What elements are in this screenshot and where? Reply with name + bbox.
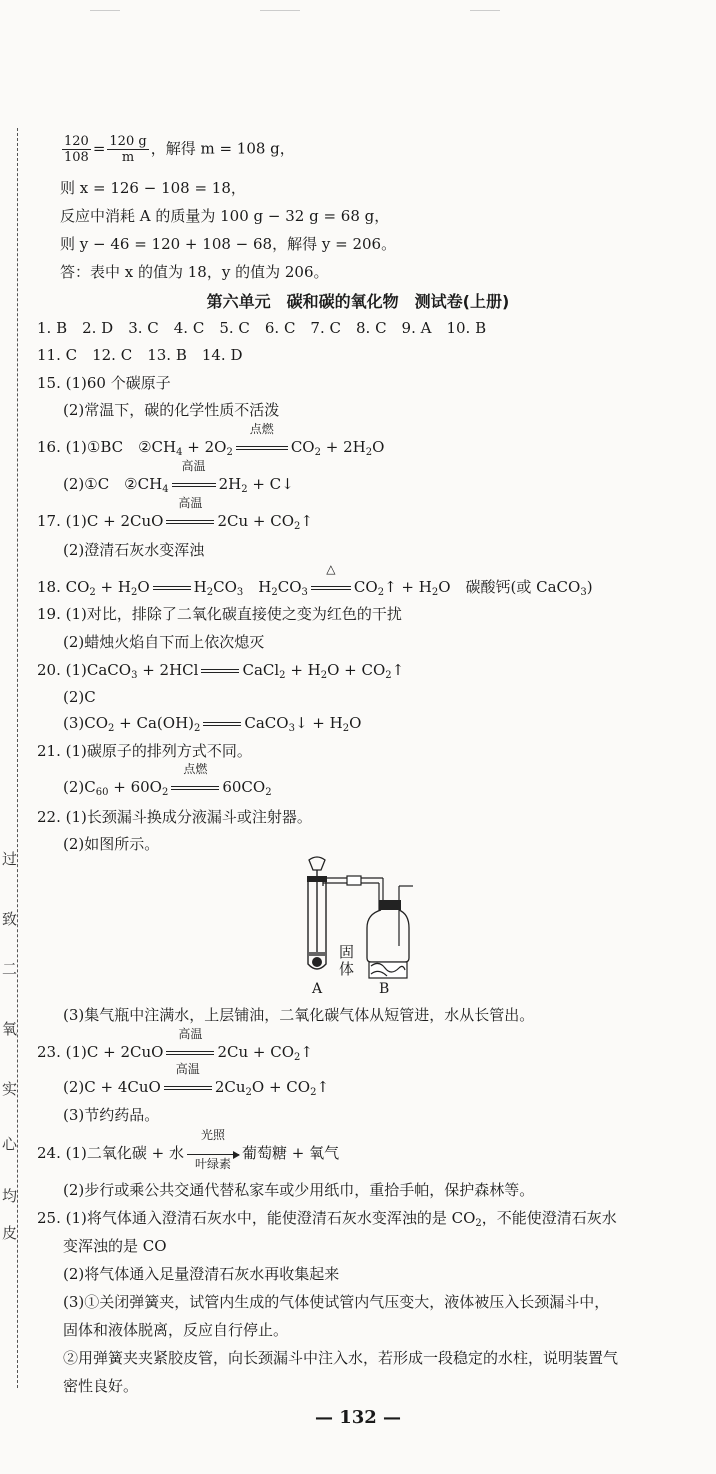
answer-line: (3)集气瓶中注满水，上层铺油，二氧化碳气体从短管进，水从长管出。 [63, 1006, 535, 1024]
reaction-arrow [201, 660, 239, 680]
reaction-arrow [203, 713, 241, 733]
answer-line: ②用弹簧夹夹紧胶皮管，向长颈漏斗中注入水，若形成一段稳定的水柱，说明装置气 [63, 1349, 619, 1367]
figure-label-a: A [312, 981, 323, 997]
reaction-arrow: 光照 叶绿素 [187, 1143, 239, 1163]
figure-label-solid: 固体 [339, 943, 355, 978]
top-marks [90, 10, 610, 14]
reaction-arrow: 高温 [166, 1042, 214, 1062]
solution-line: 则 y − 46 = 120 + 108 − 68，解得 y = 206。 [60, 235, 397, 253]
answer-line: 1. B 2. D 3. C 4. C 5. C 6. C 7. C 8. C 9. A 10. B [37, 319, 487, 337]
margin-char: 实 [2, 1080, 18, 1098]
answer-line: (2)如图所示。 [63, 835, 160, 853]
margin-char: 氧 [2, 1020, 18, 1038]
answer-line: 密性良好。 [63, 1377, 139, 1395]
margin-char: 均 [2, 1187, 18, 1205]
reaction-arrow: 高温 [166, 511, 214, 531]
margin-char: 二 [2, 960, 18, 978]
answer-line: (3)节约药品。 [63, 1106, 160, 1124]
solution-line: 答：表中 x 的值为 18，y 的值为 206。 [60, 263, 329, 281]
answer-line: 21. (1)碳原子的排列方式不同。 [37, 742, 252, 760]
answer-line: 变浑浊的是 CO [63, 1237, 167, 1255]
equation-line: 24. (1)二氧化碳 + 水 光照 叶绿素 葡萄糖 + 氧气 [37, 1128, 340, 1171]
fraction-equation: $\frac{120}{108}$ = $\frac{120 g}{m}$ ，解得 m = 108 g， [64, 134, 295, 165]
answer-line: 22. (1)长颈漏斗换成分液漏斗或注射器。 [37, 808, 312, 826]
equation-line: (2)①C $②CH_4$ 高温 $2H_2$ + C↓ [63, 459, 294, 495]
equation-line: 20. (1)CaCO$_3$ + 2HCl CaCl$_2$ + $H_2O$ + $CO_2↑$ [37, 661, 405, 681]
answer-line: 19. (1)对比，排除了二氧化碳直接使之变为红色的干扰 [37, 605, 402, 623]
answer-line: (2)步行或乘公共交通代替私家车或少用纸巾，重拾手帕，保护森林等。 [63, 1181, 535, 1199]
answer-line: (2)常温下，碳的化学性质不活泼 [63, 401, 280, 419]
page-number: — 132 — [314, 1407, 402, 1428]
equation-line: 17. (1)C + 2CuO 高温 $2Cu + CO_2↑$ [37, 496, 313, 532]
answer-line: (2)C [63, 688, 96, 706]
apparatus-figure [295, 856, 415, 991]
reaction-arrow: 点燃 [236, 437, 288, 457]
reaction-arrow: 高温 [172, 474, 216, 494]
reaction-arrow [153, 577, 191, 597]
solution-line: 则 x = 126 − 108 = 18， [60, 179, 246, 197]
margin-char: 致 [2, 910, 18, 928]
reaction-arrow: 点燃 [171, 777, 219, 797]
margin-char: 心 [2, 1135, 18, 1153]
answer-line: 固体和液体脱离，反应自行停止。 [63, 1321, 289, 1339]
binding-dotted-line [17, 128, 18, 1388]
reaction-arrow: 高温 [164, 1077, 212, 1097]
answer-line: (3)①关闭弹簧夹，试管内生成的气体使试管内气压变大，液体被压入长颈漏斗中， [63, 1293, 610, 1311]
equation-line: 18. $CO_2 + H_2O$ $H_2CO_3$ $H_2CO_3$ △ $CO_2↑ + H_2O$ 碳酸钙(或 CaCO$_3$) [37, 562, 593, 598]
answer-line: (2)蜡烛火焰自下而上依次熄灭 [63, 633, 265, 651]
equation-line: 16. (1)①BC $②CH_4 + 2O_2$ 点燃 $CO_2 + 2H_2O$ [37, 422, 385, 458]
section-heading: 第六单元 碳和碳的氧化物 测试卷(上册) [206, 292, 510, 311]
margin-char: 皮 [2, 1224, 18, 1242]
answer-line: 15. (1)60 个碳原子 [37, 374, 171, 392]
answer-line: 25. (1)将气体通入澄清石灰水中，能使澄清石灰水变浑浊的是 $CO_2$，不能使澄清石灰水 [37, 1209, 617, 1229]
equation-line: $(3)CO_2 + Ca(OH)_2$ CaCO$_3$↓ + $H_2O$ [63, 714, 362, 734]
fraction: $\frac{120 g}{m}$ [109, 134, 147, 165]
reaction-arrow: △ [311, 577, 351, 597]
margin-char: 过 [2, 850, 18, 868]
equation-line: $(2)C_{60} + 60O_2$ 点燃 $60CO_2$ [63, 762, 272, 798]
fraction: $\frac{120}{108}$ [64, 134, 89, 165]
answer-line: 11. C 12. C 13. B 14. D [37, 346, 243, 364]
equation-line: 23. (1)C + 2CuO 高温 $2Cu + CO_2↑$ [37, 1027, 313, 1063]
equation-line: (2)C + 4CuO 高温 $2Cu_2O$ + $CO_2↑$ [63, 1062, 330, 1098]
figure-label-b: B [379, 981, 390, 997]
answer-line: (2)澄清石灰水变浑浊 [63, 541, 205, 559]
solution-line: 反应中消耗 A 的质量为 100 g − 32 g = 68 g， [60, 207, 390, 225]
answer-line: (2)将气体通入足量澄清石灰水再收集起来 [63, 1265, 340, 1283]
